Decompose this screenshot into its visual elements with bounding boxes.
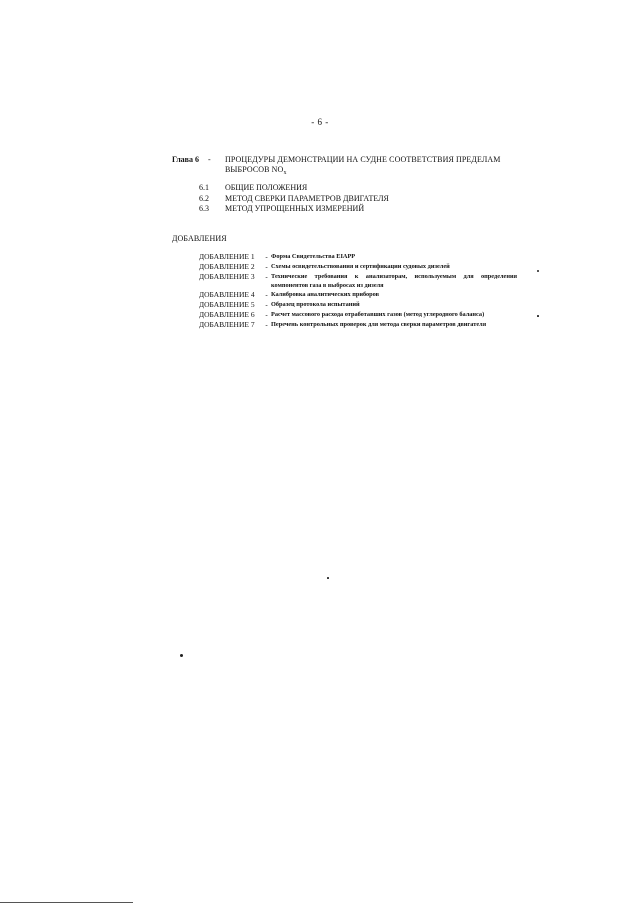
- annex-label: ДОБАВЛЕНИЕ 5: [199, 300, 255, 309]
- annex-text: Образец протокола испытаний: [271, 301, 360, 308]
- annex-dash: -: [265, 311, 268, 319]
- section-title: МЕТОД УПРОЩЕННЫХ ИЗМЕРЕНИЙ: [225, 204, 365, 213]
- section-item: [199, 194, 389, 205]
- section-title: МЕТОД СВЕРКИ ПАРАМЕТРОВ ДВИГАТЕЛЯ: [225, 193, 389, 203]
- chapter-title-text: ПРОЦЕДУРЫ ДЕМОНСТРАЦИИ НА СУДНЕ СООТВЕТСТВИЯ ПРЕДЕЛАМ ВЫБРОСОВ NO: [225, 155, 501, 174]
- annex-item: [199, 290, 519, 300]
- section-item: [199, 183, 389, 194]
- annex-item: [199, 320, 519, 330]
- section-number: 6.2: [199, 193, 209, 203]
- section-number: 6.3: [199, 204, 209, 213]
- chapter-label: Глава 6: [172, 155, 199, 164]
- chapter-title: [225, 155, 525, 178]
- annex-item: [199, 262, 519, 272]
- annex-text: Перечень контрольных проверок для метода сверки параметров двигателя: [271, 321, 487, 328]
- annex-dash: -: [265, 291, 268, 299]
- scan-speck: [327, 577, 329, 579]
- annex-dash: -: [265, 273, 268, 281]
- annex-item: [199, 252, 519, 262]
- annex-dash: -: [265, 301, 268, 309]
- chapter-dash: -: [208, 155, 211, 164]
- annex-label: ДОБАВЛЕНИЕ 3: [199, 272, 255, 281]
- section-title: ОБЩИЕ ПОЛОЖЕНИЯ: [225, 183, 308, 192]
- annex-text: Схемы освидетельствования и сертификации судовых дизелей: [271, 263, 450, 270]
- annex-dash: -: [265, 321, 268, 329]
- page-number: - 6 -: [311, 117, 329, 127]
- annex-dash: -: [265, 263, 268, 271]
- annex-dash: -: [265, 253, 268, 261]
- annex-text: Технические требования к анализаторам, используемым для определения компонентов газа в выбросах из дизеля: [271, 273, 517, 289]
- annex-label: ДОБАВЛЕНИЕ 6: [199, 310, 255, 319]
- annex-label: ДОБАВЛЕНИЕ 7: [199, 320, 255, 329]
- annex-item: [199, 310, 519, 320]
- annexes-heading: ДОБАВЛЕНИЯ: [172, 234, 227, 243]
- scan-speck: [180, 654, 183, 657]
- section-list: [199, 183, 389, 215]
- section-number: 6.1: [199, 183, 209, 192]
- section-item: [199, 204, 389, 215]
- annex-text: Калибровка аналитических приборов: [271, 291, 380, 298]
- annex-item: [199, 272, 519, 290]
- scan-edge-line: [0, 902, 133, 903]
- annex-label: ДОБАВЛЕНИЕ 4: [199, 290, 255, 299]
- annex-text: Форма Свидетельства EIAPP: [271, 253, 356, 260]
- annex-list: [199, 252, 519, 330]
- chapter-title-subscript: x: [283, 170, 287, 176]
- annex-item: [199, 300, 519, 310]
- scan-speck: [537, 270, 539, 272]
- annex-text: Расчет массового расхода отработавших газов (метод углеродного баланса): [271, 311, 485, 318]
- scan-speck: [537, 315, 539, 317]
- annex-label: ДОБАВЛЕНИЕ 1: [199, 252, 255, 261]
- annex-label: ДОБАВЛЕНИЕ 2: [199, 262, 255, 271]
